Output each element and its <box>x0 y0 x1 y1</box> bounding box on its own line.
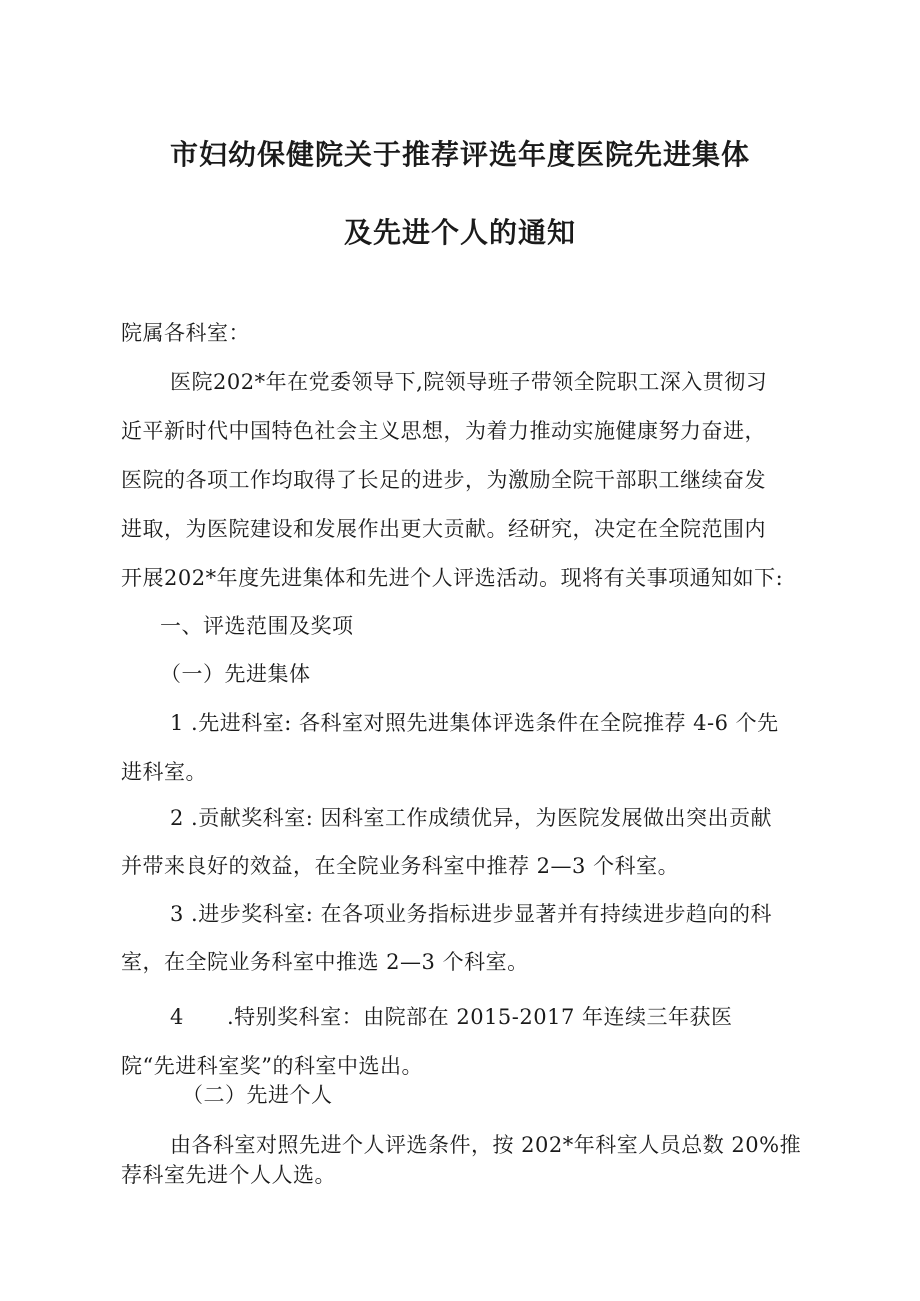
section-heading: 一、评选范围及奖项 <box>160 614 354 638</box>
intro-line-3: 医院的各项工作均取得了长足的进步，为激励全院干部职工继续奋发 <box>121 468 766 492</box>
salutation: 院属各科室： <box>121 321 250 345</box>
item4-line-1: .特别奖科室：由院部在 2015-2017 年连续三年获医 <box>227 1005 733 1029</box>
intro-line-1: 医院202*年在党委领导下,院领导班子带领全院职工深入贯彻习 <box>170 370 768 394</box>
individual-line-2: 荐科室先进个人人选。 <box>121 1163 336 1187</box>
item4-line-2: 院“先进科室奖”的科室中选出。 <box>121 1054 423 1078</box>
item4-number: 4 <box>170 1005 184 1029</box>
item2-line-2: 并带来良好的效益，在全院业务科室中推荐 2—3 个科室。 <box>121 854 680 878</box>
item3-line-1: 3 .进步奖科室: 在各项业务指标进步显著并有持续进步趋向的科 <box>170 902 772 926</box>
intro-line-5: 开展202*年度先进集体和先进个人评选活动。现将有关事项通知如下: <box>121 566 784 590</box>
item2-line-1: 2 .贡献奖科室: 因科室工作成绩优异，为医院发展做出突出贡献 <box>170 806 772 830</box>
item1-line-1: 1 .先进科室: 各科室对照先进集体评选条件在全院推荐 4-6 个先 <box>170 711 779 735</box>
individual-line-1: 由各科室对照先进个人评选条件，按 202*年科室人员总数 20%推 <box>170 1133 802 1157</box>
intro-line-2: 近平新时代中国特色社会主义思想，为着力推动实施健康努力奋进， <box>121 419 766 443</box>
document-title-line-2: 及先进个人的通知 <box>343 216 576 249</box>
subsection-heading-individual: （二）先进个人 <box>182 1083 333 1107</box>
subsection-heading-collective: （一）先进集体 <box>160 662 311 686</box>
item1-line-2: 进科室。 <box>121 760 207 784</box>
intro-line-4: 进取，为医院建设和发展作出更大贡献。经研究，决定在全院范围内 <box>121 517 766 541</box>
document-title-line-1: 市妇幼保健院关于推荐评选年度医院先进集体 <box>169 138 750 171</box>
item3-line-2: 室，在全院业务科室中推选 2—3 个科室。 <box>121 950 529 974</box>
